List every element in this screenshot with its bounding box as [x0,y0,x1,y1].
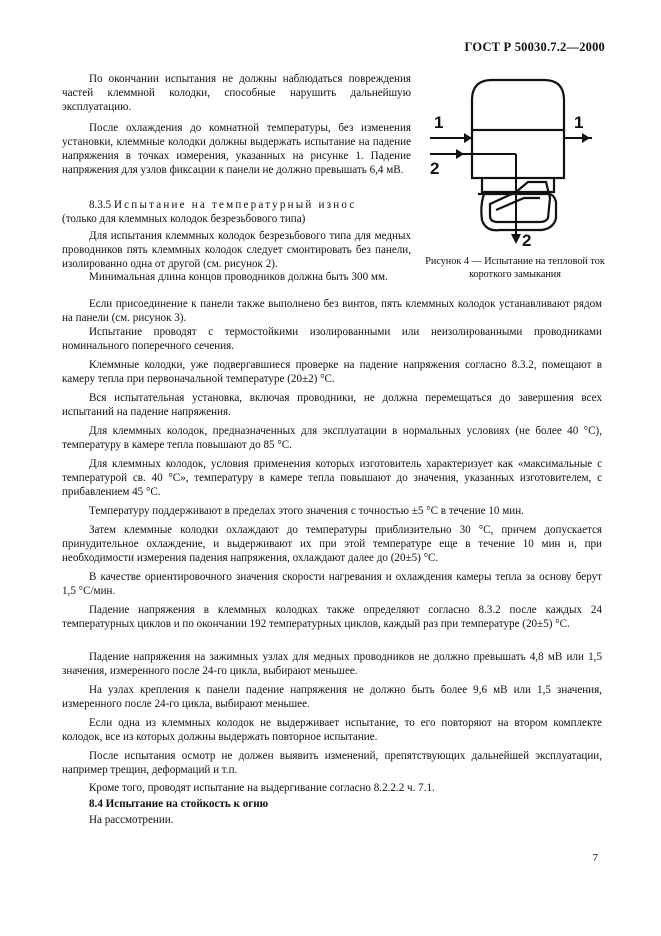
paragraph: Падение напряжения в клеммных колодках также определяют согласно 8.3.2 после каждых 24 температурных циклов и по окончании 192 температурных циклов, каждый раз при температуре (20±5) °С. [62,604,602,630]
paragraph: На рассмотрении. [89,814,174,826]
paragraph: Минимальная длина концов проводников должна быть 300 мм. [89,271,388,283]
paragraph: Падение напряжения на зажимных узлах для медных проводников не должно превышать 4,8 мВ или 1,5 значения, измеренного после 24-го цикла, выбирают меньшее. [62,651,602,677]
figure-caption: Рисунок 4 — Испытание на тепловой ток короткого замыкания [425,256,605,280]
paragraph: Затем клеммные колодки охлаждают до температуры приблизительно 30 °С, причем допускается принудительное охлаждение, и выдерживают их при этой температуре еще в течение 10 мин и, при необходимости измерения падения напряжения, охлаждают далее до (20±5) °С. [62,524,602,564]
section-heading-8-3-5 [62,198,411,226]
paragraph: По окончании испытания не должны наблюдаться повреждения частей клеммной колодки, способные нарушить дальнейшую эксплуатацию. [62,73,411,113]
paragraph: Испытание проводят с термостойкими изолированными или неизолированными проводниками номинального поперечного сечения. [62,326,602,352]
paragraph: Если присоединение к панели также выполнено без винтов, пять клеммных колодок устанавливают рядом на панели (см. рисунок 3). [62,298,602,324]
paragraph: После испытания осмотр не должен выявить изменений, препятствующих дальнейшей эксплуатации, например трещин, деформаций и т.п. [62,750,602,776]
label-1-right: 1 [574,113,584,132]
paragraph: Для клеммных колодок, предназначенных для эксплуатации в нормальных условиях (не более 40 °С), температуру в камере тепла повышают до 85 °С. [62,425,602,451]
page-number: 7 [592,852,598,864]
paragraph: Для клеммных колодок, условия применения которых изготовитель характеризует как «максимальные с температурой св. 40 °С», температуру в камере тепла повышают до значения, указанных изготовителем, с прибавлением 45 °С. [62,458,602,498]
paragraph: Клеммные колодки, уже подвергавшиеся проверке на падение напряжения согласно 8.3.2, помещают в камеру тепла при первоначальной температуре (20±2) °С. [62,359,602,385]
paragraph: Для испытания клеммных колодок безрезьбового типа для медных проводников пять клеммных колодок следует смонтировать без панели, изолированно одна от другой (см. рисунок 2). [62,230,411,270]
paragraph: На узлах крепления к панели падение напряжения не должно быть более 9,6 мВ или 1,5 значения, измеренного после 24-го цикла, выбирают меньшее. [62,684,602,710]
section-subtitle: (только для клеммных колодок безрезьбового типа) [62,213,306,225]
arrow-1-right [582,133,590,143]
arrow-2-left [456,149,464,159]
terminal-housing [472,80,564,130]
figure-4-diagram [420,72,600,252]
label-1-left: 1 [434,113,444,132]
section-title: Испытание на температурный износ [113,199,357,211]
paragraph: В качестве ориентировочного значения скорости нагревания и охлаждения камеры тепла за основу берут 1,5 °С/мин. [62,571,602,597]
paragraph: Если одна из клеммных колодок не выдерживает испытание, то его повторяют на втором комплекте колодок, все из которых должны выдержать повторное испытание. [62,717,602,743]
label-2-bottom: 2 [522,231,532,250]
section-number: 8.3.5 [89,199,112,211]
paragraph: После охлаждения до комнатной температуры, без изменения установки, клеммные колодки должны выдержать испытание на падение напряжения в точках измерения, указанных на рисунке 1. Падение напряжения для узлов фиксации к панели не должно превышать 6,4 мВ. [62,122,411,176]
arrow-2-bottom [511,234,521,244]
paragraph: Кроме того, проводят испытание на выдергивание согласно 8.2.2.2 ч. 7.1. [89,782,435,794]
document-header: ГОСТ Р 50030.7.2—2000 [464,40,605,54]
section-heading-8-4: 8.4 Испытание на стойкость к огню [89,798,269,810]
arrow-1-left [464,133,472,143]
paragraph: Температуру поддерживают в пределах этого значения с точностью ±5 °С в течение 10 мин. [89,505,524,517]
label-2-left: 2 [430,159,440,178]
paragraph: Вся испытательная установка, включая проводники, не должна перемещаться до завершения всех испытаний на падение напряжения. [62,392,602,418]
